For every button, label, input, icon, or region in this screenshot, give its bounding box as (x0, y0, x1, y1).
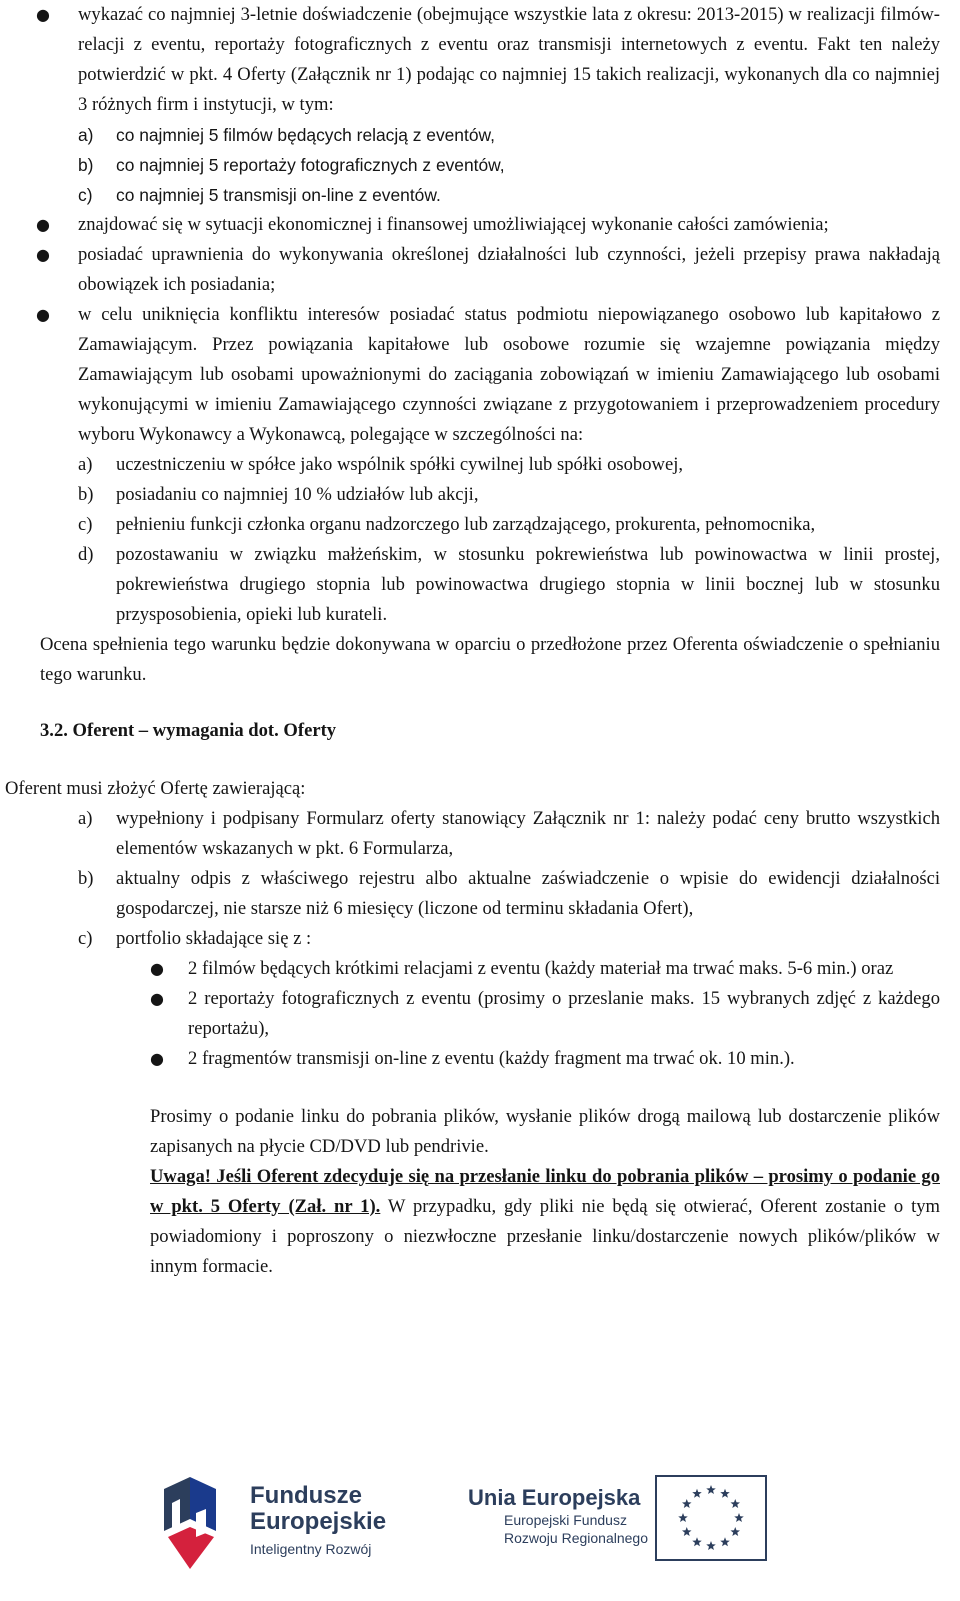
intro-text: Oferent musi złożyć Ofertę zawierającą: (5, 778, 306, 799)
portfolio-item (0, 984, 960, 1044)
list-marker: c) (78, 928, 93, 949)
bullet-financial (0, 210, 960, 240)
bullet-text: wykazać co najmniej 3-letnie doświadczenie (obejmujące wszystkie lata z okresu: 2013-2015) w realizacji filmów-relacji z eventu, reportaży fotograficznych z eventu oraz transmisji internetowych z eventu. Fakt ten należy potwierdzić w pkt. 4 Oferty (Załącznik nr 1) podając co najmniej 15 takich realizacji, wykonanych dla co najmniej 3 różnych firm i instytucji, w tym: (78, 4, 940, 115)
list-item-text: co najmniej 5 transmisji on-line z eventów. (116, 185, 441, 205)
list-item (0, 924, 960, 954)
bullet-permissions (0, 240, 960, 300)
list-item-text: pozostawaniu w związku małżeńskim, w stosunku pokrewieństwa lub powinowactwa w linii prostej, pokrewieństwa drugiego stopnia lub powinowactwa drugiego stopnia w linii bocznej lub w stosunku przysposobienia, opieki lub kurateli. (116, 544, 940, 625)
list-item-text: wypełniony i podpisany Formularz oferty stanowiący Załącznik nr 1: należy podać ceny brutto wszystkich elementów wskazanych w pkt. 6 Formularza, (116, 808, 940, 859)
bullet-text: znajdować się w sytuacji ekonomicznej i finansowej umożliwiającej wykonanie całości zamówienia; (78, 214, 829, 235)
fundusze-europejskie-logo-icon (160, 1473, 240, 1573)
bullet-dot: ● (36, 305, 50, 324)
bullet-experience (0, 0, 960, 120)
section-heading: 3.2. Oferent – wymagania dot. Oferty (40, 720, 337, 741)
list-marker: a) (78, 454, 93, 475)
list-item-text: co najmniej 5 filmów będących relacją z eventów, (116, 125, 495, 145)
bullet-dot: ● (150, 1049, 164, 1068)
warning-rest-text: W przypadku, gdy pliki nie będą się otwierać, Oferent zostanie o tym powiadomiony i poproszony o niezwłoczne przesłanie linku/dostarczenie nowych plików/plików w innym formacie. (150, 1196, 940, 1277)
warning-bold-text: Jeśli Oferent zdecyduje się na przesłanie linku do pobrania plików – prosimy o podanie go w pkt. 5 Oferty (Zał. nr 1). (150, 1166, 940, 1217)
list-marker: a) (78, 125, 94, 145)
portfolio-item (0, 954, 960, 984)
assessment-paragraph: Ocena spełnienia tego warunku będzie dokonywana w oparciu o przedłożone przez Oferenta oświadczenie o spełnianiu tego warunku. (40, 634, 940, 685)
bullet-text: posiadać uprawnienia do wykonywania określonej działalności lub czynności, jeżeli przepisy prawa nakładają obowiązek ich posiadania; (78, 244, 940, 295)
eu-flag-icon (655, 1475, 767, 1561)
list-marker: b) (78, 484, 94, 505)
list-item (0, 804, 960, 864)
bullet-text: 2 fragmentów transmisji on-line z eventu (każdy fragment ma trwać ok. 10 min.). (188, 1048, 795, 1069)
list-marker: b) (78, 155, 94, 175)
list-item (0, 450, 960, 480)
list-item-text: uczestniczeniu w spółce jako wspólnik spółki cywilnej lub spółki osobowej, (116, 454, 684, 475)
portfolio-item (0, 1044, 960, 1074)
bullet-text: w celu uniknięcia konfliktu interesów posiadać status podmiotu niepowiązanego osobowo lub kapitałowo z Zamawiającym. Przez powiązania kapitałowe lub osobowe rozumie się wzajemne powiązania między Zamawiającym lub osobami upoważnionymi do zaciągania zobowiązań w imieniu Zamawiającego lub osobami wykonującymi w imieniu Zamawiającego czynności związane z przygotowaniem i przeprowadzeniem procedury wyboru Wykonawcy a Wykonawcą, polegające w szczególności na: (78, 304, 940, 445)
bullet-dot: ● (36, 245, 50, 264)
links-paragraph: Prosimy o podanie linku do pobrania plików, wysłanie plików drogą mailową lub dostarczenie plików zapisanych na płycie CD/DVD lub pendrivie. (150, 1106, 940, 1157)
warning-paragraph (0, 1162, 960, 1282)
ue-line1: Unia Europejska (468, 1485, 641, 1510)
list-item (0, 540, 960, 630)
bullet-text: 2 filmów będących krótkimi relacjami z eventu (każdy materiał ma trwać maks. 5-6 min.) oraz (188, 958, 894, 979)
fe-line3: Inteligentny Rozwój (250, 1541, 372, 1557)
list-item-text: pełnieniu funkcji członka organu nadzorczego lub zarządzającego, prokurenta, pełnomocnika, (116, 514, 816, 535)
list-marker: b) (78, 868, 94, 889)
list-item (0, 510, 960, 540)
list-marker: c) (78, 514, 93, 535)
list-item (0, 864, 960, 924)
list-marker: a) (78, 808, 93, 829)
fundusze-europejskie-text (250, 1483, 386, 1561)
bullet-text: 2 reportaży fotograficznych z eventu (prosimy o przeslanie maks. 15 wybranych zdjęć z każdego reportażu), (188, 988, 940, 1039)
list-item (0, 180, 960, 210)
ue-line2: Europejski Fundusz (504, 1512, 627, 1528)
list-item (0, 150, 960, 180)
warning-label: Uwaga! (150, 1166, 211, 1187)
list-item-text: aktualny odpis z właściwego rejestru albo aktualne zaświadczenie o wpisie do ewidencji działalności gospodarczej, nie starsze niż 6 miesięcy (liczone od terminu składania Ofert), (116, 868, 940, 919)
bullet-dot: ● (36, 215, 50, 234)
unia-europejska-text (468, 1485, 648, 1547)
list-marker: d) (78, 544, 94, 565)
bullet-dot: ● (150, 989, 164, 1008)
ue-line3: Rozwoju Regionalnego (504, 1530, 648, 1546)
list-item (0, 480, 960, 510)
list-item (0, 120, 960, 150)
bullet-dot: ● (36, 5, 50, 24)
fe-line2: Europejskie (250, 1508, 387, 1535)
list-item-text: posiadaniu co najmniej 10 % udziałów lub akcji, (116, 484, 479, 505)
list-marker: c) (78, 185, 93, 205)
list-item-text: portfolio składające się z : (116, 928, 312, 949)
fe-line1: Fundusze (250, 1482, 362, 1509)
bullet-conflict (0, 300, 960, 450)
list-item-text: co najmniej 5 reportaży fotograficznych z eventów, (116, 155, 505, 175)
footer-logos (0, 1465, 960, 1601)
bullet-dot: ● (150, 959, 164, 978)
